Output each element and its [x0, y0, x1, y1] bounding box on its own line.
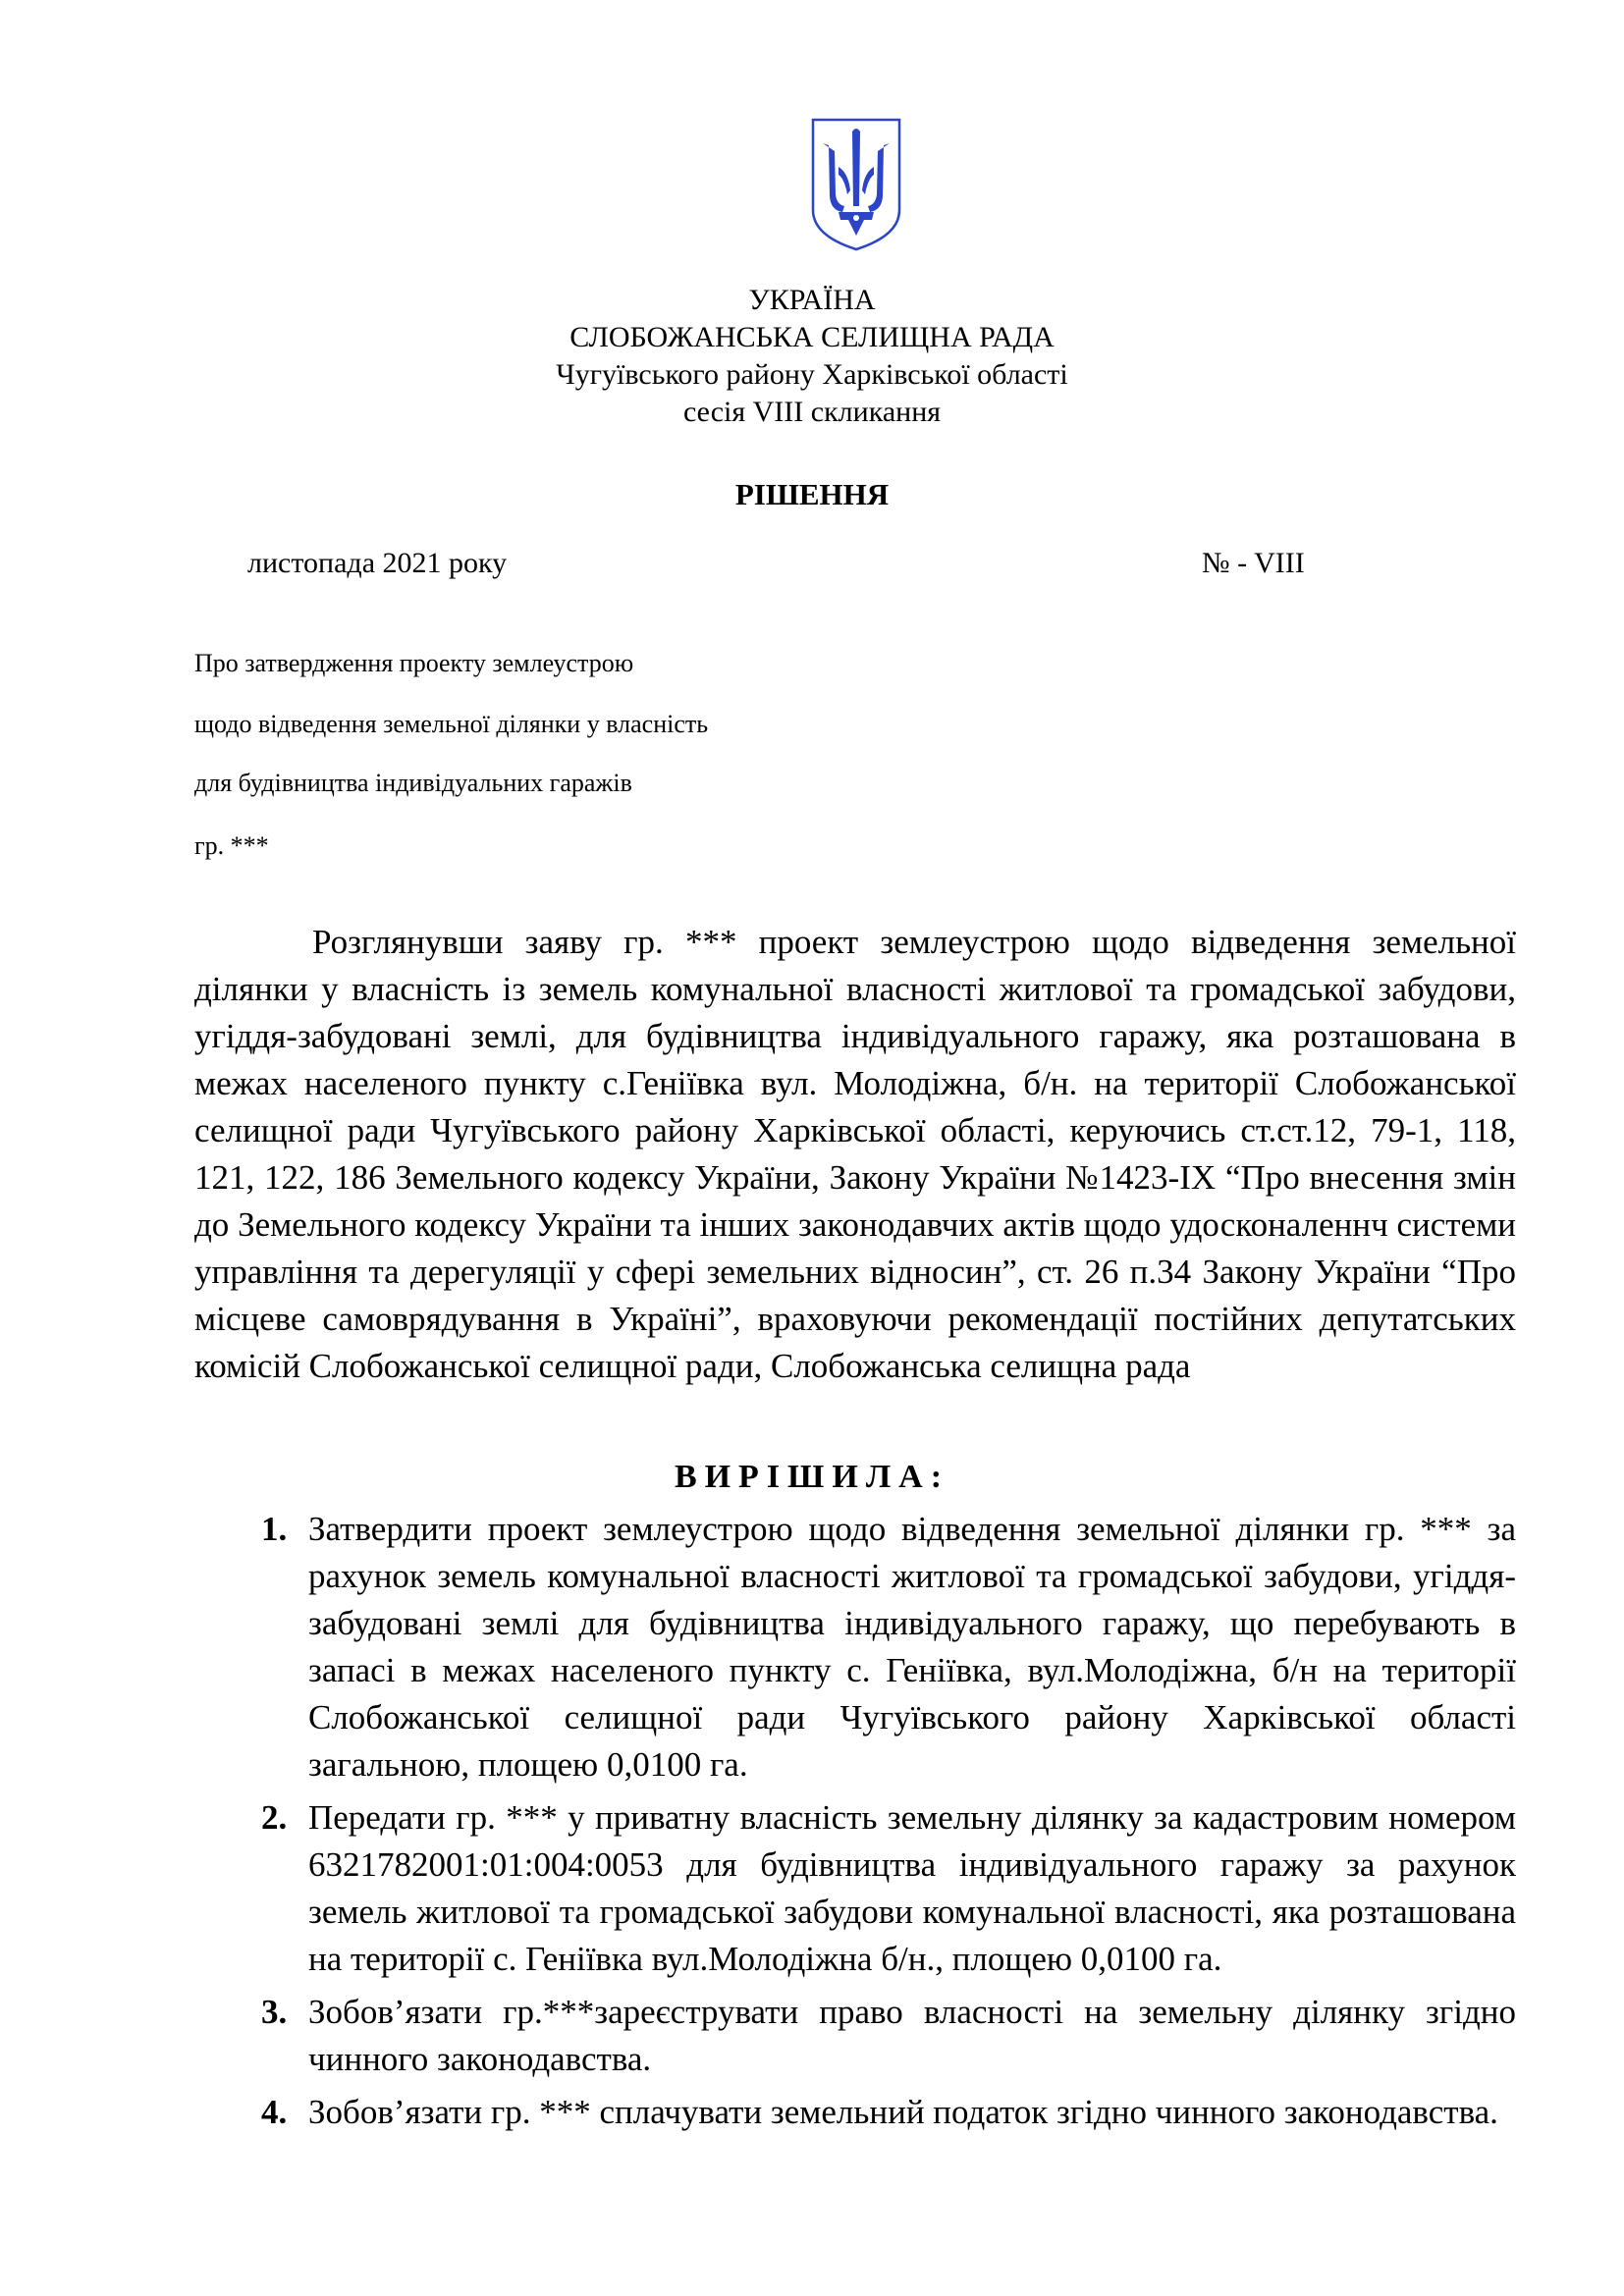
item-number: 2. [261, 1798, 288, 1837]
coat-of-arms-icon [809, 116, 903, 253]
decision-items [257, 1506, 1516, 2142]
decision-item [257, 2089, 1516, 2136]
decision-item [257, 1989, 1516, 2083]
item-text: Зобов’язати гр.***зареєструвати право власності на земельну ділянку згідно чинного законодавства. [308, 1993, 1516, 2078]
item-text: Передати гр. *** у приватну власність земельну ділянку за кадастровим номером 6321782001:01:004:0053 для будівництва індивідуального гаражу за рахунок земель житлової та громадської забудови комунальної власності, яка розташована на території с. Геніївка вул.Молодіжна б/н., площею 0,0100 га. [308, 1798, 1516, 1978]
item-number: 1. [261, 1510, 288, 1548]
district-name: Чугуївського району Харківської області [556, 358, 1068, 391]
item-text: Зобов’язати гр. *** сплачувати земельний податок згідно чинного законодавства. [308, 2093, 1498, 2131]
preamble-text: Розглянувши заяву гр. *** проект землеустрою щодо відведення земельної ділянки у власність із земель комунальної власності житлової та громадської забудови, угіддя-забудовані землі, для будівництва індивідуального гаражу, яка розташована в межах населеного пункту с.Геніївка вул. Молодіжна, б/н. на території Слобожанської селищної ради Чугуївського району Харківської області, керуючись ст.ст.12, 79-1, 118, 121, 122, 186 Земельного кодексу України, Закону України №1423-IX “Про внесення змін до Земельного кодексу України та інших законодавчих актів щодо удосконаленнч системи управління та дерегуляції у сфері земельних відносин”, ст. 26 п.34 Закону України “Про місцеве самоврядування в Україні”, враховуючи рекомендації постійних депутатських комісій Слобожанської селищної ради, Слобожанська селищна рада [194, 923, 1516, 1385]
decided-heading: ВИРІШИЛА: [674, 1459, 950, 1495]
item-number: 3. [261, 1993, 288, 2031]
decision-item [257, 1794, 1516, 1983]
session-name: сесія VIII скликання [682, 396, 942, 428]
decision-number: № - VIII [1202, 547, 1305, 579]
preamble-paragraph [194, 919, 1516, 1390]
council-name: СЛОБОЖАНСЬКА СЕЛИЩНА РАДА [569, 321, 1055, 353]
item-text: Затвердити проект землеустрою щодо відведення земельної ділянки гр. *** за рахунок земель комунальної власності житлової та громадської забудови, угіддя-забудовані землі для будівництва індивідуального гаражу, що перебувають в запасі в межах населеного пункту с. Геніївка, вул.Молодіжна, б/н на території Слобожанської селищної ради Чугуївського району Харківської області загальною, площею 0,0100 га. [308, 1510, 1516, 1784]
subject-line-3: для будівництва індивідуальних гаражів [194, 769, 632, 797]
subject-line-2: щодо відведення земельної ділянки у власність [194, 710, 709, 738]
subject-line-4: гр. *** [194, 831, 269, 860]
item-number: 4. [261, 2093, 288, 2131]
decision-date: листопада 2021 року [247, 547, 508, 579]
document-title: РІШЕННЯ [734, 477, 890, 511]
decision-item [257, 1506, 1516, 1789]
subject-line-1: Про затвердження проекту землеустрою [194, 649, 634, 677]
country-name: УКРАЇНА [748, 284, 876, 316]
